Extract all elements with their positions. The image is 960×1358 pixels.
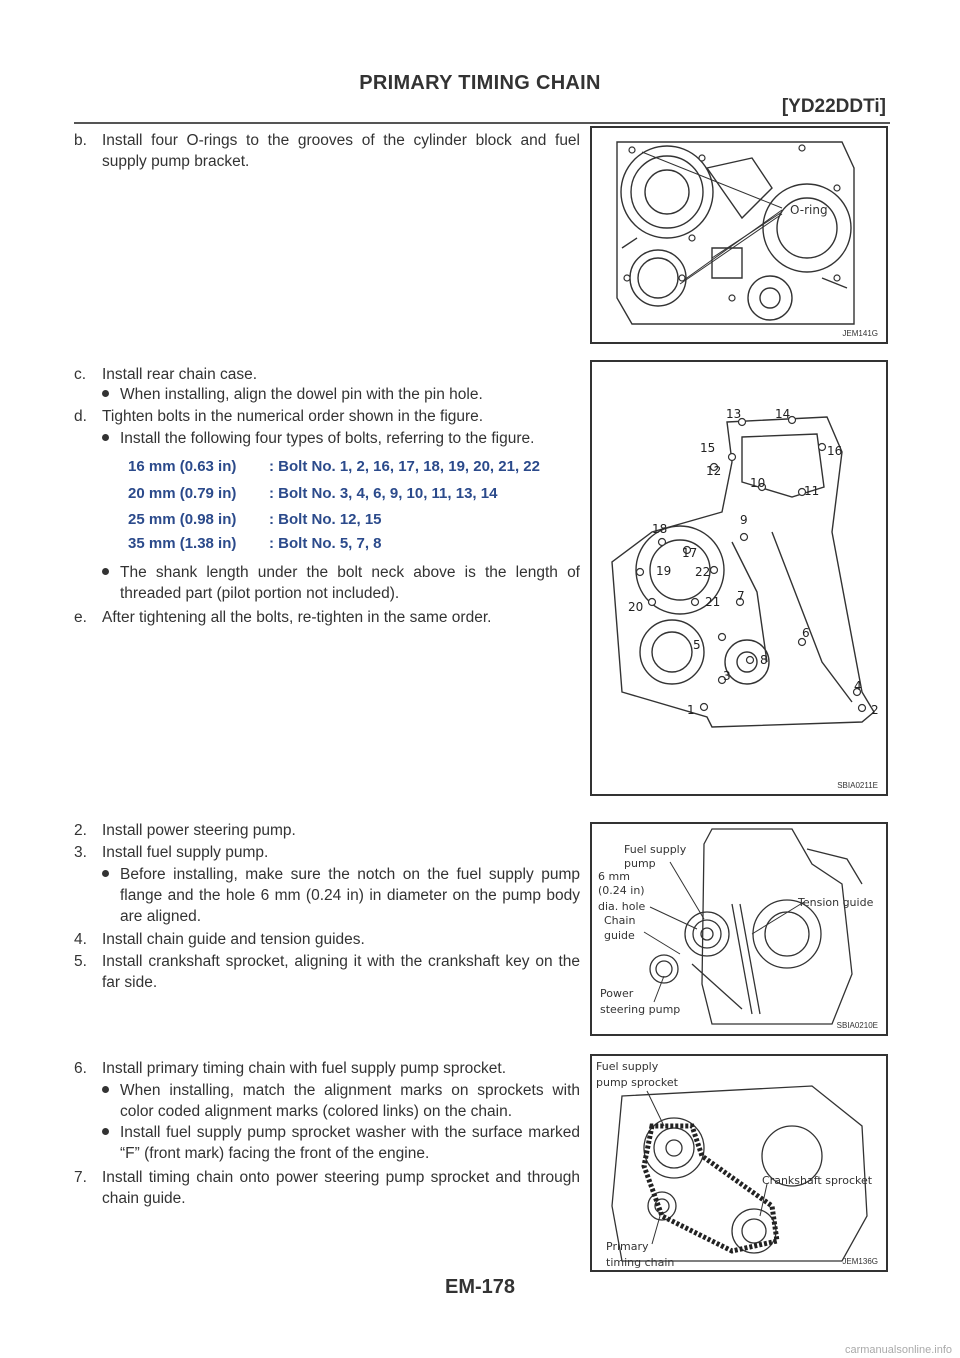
ps-pump-label: Power	[600, 987, 634, 1000]
bolt-number: 16	[827, 444, 843, 458]
bullet-c	[102, 384, 580, 405]
step-label: d.	[74, 408, 87, 425]
bolt-number: 5	[693, 638, 701, 652]
page-title: PRIMARY TIMING CHAIN	[359, 72, 601, 94]
bullet-text: The shank length under the bolt neck above is the length of threaded part (pilot portion not included).	[120, 564, 580, 602]
bolt-number: 3	[723, 669, 731, 683]
bullet-dot	[102, 1128, 109, 1135]
figure-fuel-pump	[590, 822, 888, 1036]
figure-code: SBIA0210E	[836, 1021, 878, 1030]
engine-model: [YD22DDTi]	[781, 96, 886, 117]
bolt-spec-row	[128, 535, 382, 552]
hole-label: (0.24 in)	[598, 884, 645, 897]
bolt-number: 14	[775, 407, 791, 421]
crank-sprocket-label: Crankshaft sprocket	[762, 1174, 873, 1187]
bolt-number: 11	[804, 484, 820, 498]
step-6	[74, 1058, 580, 1079]
step-e	[74, 607, 580, 628]
bolt-numbers: : Bolt No. 5, 7, 8	[269, 535, 382, 552]
bolt-number: 18	[652, 522, 668, 536]
watermark: carmanualsonline.info	[844, 1344, 952, 1356]
bolt-numbers: : Bolt No. 12, 15	[269, 511, 382, 528]
bullet-text: Install the following four types of bolts, referring to the figure.	[120, 430, 535, 447]
step-text: Install power steering pump.	[102, 822, 296, 839]
fuel-sprocket-label: Fuel supply	[596, 1060, 659, 1073]
bolt-spec-row	[128, 511, 382, 528]
bullet-d1	[102, 428, 580, 449]
step-label: e.	[74, 609, 87, 626]
hole-label: dia. hole	[598, 900, 646, 913]
primary-chain-label: timing chain	[606, 1256, 675, 1269]
bolt-number: 10	[750, 476, 766, 490]
bolt-number: 4	[854, 679, 862, 693]
bullet-text: When installing, match the alignment marks on sprockets with color coded alignment marks (colored links) on the chain.	[120, 1082, 580, 1120]
fuel-sprocket-label: pump sprocket	[596, 1076, 678, 1089]
bolt-number: 22	[695, 565, 711, 579]
step-text: Install chain guide and tension guides.	[102, 931, 365, 948]
bolt-number: 2	[871, 703, 879, 717]
step-7	[74, 1167, 580, 1209]
step-label: b.	[74, 132, 87, 149]
step-text: Install rear chain case.	[102, 366, 258, 383]
step-3	[74, 842, 580, 863]
step-b	[74, 130, 580, 172]
step-text: Install four O-rings to the grooves of the cylinder block and fuel supply pump bracket.	[102, 132, 580, 170]
bullet-dot	[102, 870, 109, 877]
figure-bolt-order	[590, 360, 888, 796]
step-label: c.	[74, 366, 87, 383]
o-ring-label: O-ring	[790, 203, 828, 217]
bolt-spec-row	[128, 485, 498, 502]
bullet-text: Install fuel supply pump sprocket washer with the surface marked “F” (front mark) facing the front of the engine.	[120, 1124, 580, 1162]
timing-chain-diagram	[592, 1056, 886, 1270]
bolt-number: 8	[760, 653, 768, 667]
step-text: Install fuel supply pump.	[102, 844, 269, 861]
bolt-length: 35 mm (1.38 in)	[128, 535, 237, 552]
bolt-number: 6	[802, 626, 810, 640]
bolt-length: 25 mm (0.98 in)	[128, 511, 237, 528]
bolt-spec-row	[128, 458, 540, 475]
figure-orings	[590, 126, 888, 344]
tension-guide-label: Tension guide	[798, 896, 874, 909]
step-label: 6.	[74, 1060, 87, 1077]
bolt-number: 1	[687, 703, 695, 717]
step-label: 5.	[74, 953, 87, 970]
bolt-number: 17	[682, 546, 698, 560]
figure-code: JEM136G	[842, 1257, 878, 1266]
bullet-text: Before installing, make sure the notch on the fuel supply pump flange and the hole 6 mm (0.24 in) in diameter on the pump body are aligned.	[120, 866, 580, 925]
bullet-text: When installing, align the dowel pin with the pin hole.	[120, 386, 483, 403]
bolt-order-diagram	[592, 362, 886, 794]
o-ring-diagram	[592, 128, 886, 342]
bolt-number: 7	[737, 589, 745, 603]
step-text: Install timing chain onto power steering pump sprocket and through chain guide.	[102, 1169, 580, 1207]
bolt-number: 20	[628, 600, 644, 614]
figure-timing-chain	[590, 1054, 888, 1272]
ps-pump-label: steering pump	[600, 1003, 681, 1016]
fuel-pump-diagram	[592, 824, 886, 1034]
bolt-numbers: : Bolt No. 1, 2, 16, 17, 18, 19, 20, 21, 22	[269, 458, 540, 475]
hole-label: 6 mm	[598, 870, 630, 883]
step-text: Install crankshaft sprocket, aligning it with the crankshaft key on the far side.	[102, 953, 580, 991]
step-d	[74, 406, 580, 427]
fuel-pump-label: Fuel supply	[624, 843, 687, 856]
step-label: 3.	[74, 844, 87, 861]
bolt-number: 12	[706, 464, 722, 478]
bullet-3	[102, 864, 580, 927]
chain-guide-label: guide	[604, 929, 635, 942]
bolt-length: 16 mm (0.63 in)	[128, 458, 237, 475]
figure-code: JEM141G	[842, 329, 878, 338]
bullet-dot	[102, 1086, 109, 1093]
bullet-dot	[102, 568, 109, 575]
fuel-pump-label: pump	[624, 857, 656, 870]
step-label: 4.	[74, 931, 87, 948]
step-text: Install primary timing chain with fuel supply pump sprocket.	[102, 1060, 507, 1077]
primary-chain-label: Primary	[606, 1240, 649, 1253]
step-5	[74, 951, 580, 993]
bolt-number: 9	[740, 513, 748, 527]
bullet-dot	[102, 434, 109, 441]
bolt-number: 13	[726, 407, 742, 421]
step-c	[74, 364, 580, 385]
bolt-numbers: : Bolt No. 3, 4, 6, 9, 10, 11, 13, 14	[269, 485, 498, 502]
figure-code: SBIA0211E	[837, 781, 878, 790]
step-text: Tighten bolts in the numerical order shown in the figure.	[102, 408, 484, 425]
bullet-dot	[102, 390, 109, 397]
bolt-number: 21	[705, 595, 721, 609]
bullet-d2	[102, 562, 580, 604]
bolt-number: 15	[700, 441, 716, 455]
step-2	[74, 820, 580, 841]
bullet-6b	[102, 1122, 580, 1164]
step-4	[74, 929, 580, 950]
step-label: 7.	[74, 1169, 87, 1186]
page-number: EM-178	[444, 1276, 516, 1298]
chain-guide-label: Chain	[604, 914, 636, 927]
bolt-length: 20 mm (0.79 in)	[128, 485, 237, 502]
header-divider	[74, 122, 890, 124]
step-text: After tightening all the bolts, re-tighten in the same order.	[102, 609, 492, 626]
step-label: 2.	[74, 822, 87, 839]
bullet-6a	[102, 1080, 580, 1122]
bolt-number: 19	[656, 564, 672, 578]
